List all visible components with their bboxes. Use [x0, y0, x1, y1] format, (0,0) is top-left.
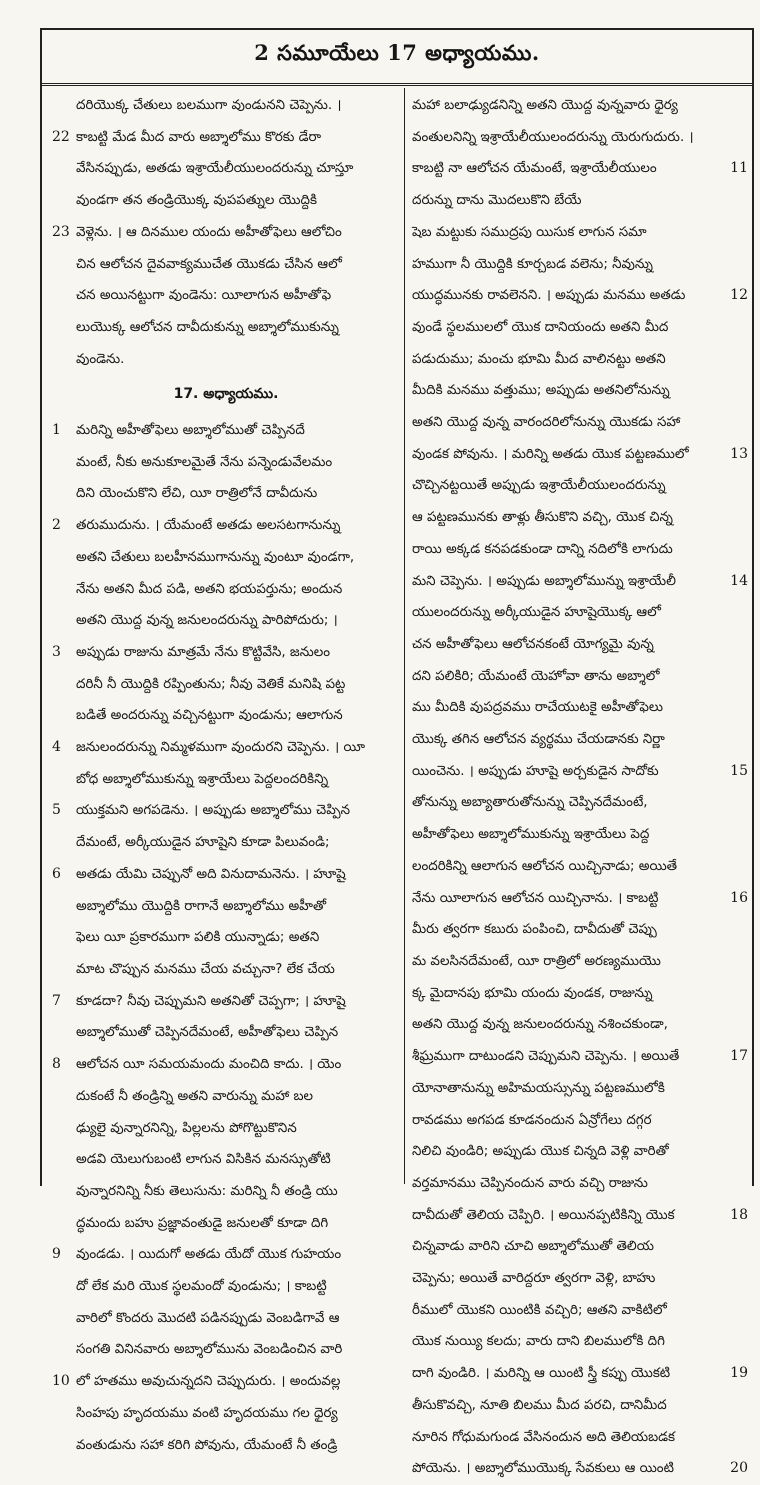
text-line — [52, 1113, 400, 1145]
text-line — [412, 1231, 748, 1263]
line-text: యులందరున్ను అర్కీయుడైన హూషైయొక్క ఆలో — [412, 605, 661, 621]
text-line — [412, 756, 748, 788]
text-line — [52, 637, 400, 669]
text-line — [412, 946, 748, 978]
line-text: ము మీదికి వుపద్రవము రాచేయుటకై అహీతోఫెలు — [412, 700, 664, 716]
text-line — [52, 922, 400, 954]
line-text: కాబట్టి నా ఆలోచన యేమంటే, ఇశ్రాయేలీయులం — [412, 161, 657, 177]
text-line — [52, 478, 400, 510]
text-line — [52, 542, 400, 574]
line-text: వుండడు. । యిదుగో అతడు యేదో యొక గుహయం — [76, 1247, 342, 1263]
text-line — [412, 1041, 748, 1073]
text-line — [412, 185, 748, 217]
line-text: యొక నుయ్యి కలదు; వారు దాని బిలములోకి దిగి — [412, 1334, 665, 1350]
text-line — [412, 787, 748, 819]
line-text: ఆ పట్టణమునకు తాళ్లు తీసుకొని వచ్చి, యొక చిన్న — [412, 510, 673, 526]
text-line — [412, 375, 748, 407]
line-text: అడవి యెలుగుబంటి లాగున విసికిన మనస్సుతోటి — [76, 1152, 331, 1168]
line-text: నూరిన గోధుమగుండ వేసినందున అది తెలియబడక — [412, 1429, 676, 1445]
line-text: బోధ అబ్శాలోముకున్ను ఇశ్రాయేలు పెద్దలందరికిన్ని — [76, 771, 329, 787]
text-line — [52, 344, 400, 376]
verse-number: 18 — [726, 1200, 748, 1232]
text-line — [412, 1200, 748, 1232]
text-line — [52, 954, 400, 986]
line-text: మ వలసినదేమంటే, యీ రాత్రిలో అరణ్యముయొ — [412, 953, 661, 969]
page-title: 2 సమూయేలు 17 అధ్యాయము. — [254, 40, 540, 65]
page-header — [40, 28, 754, 86]
text-line — [52, 795, 400, 827]
line-text: దావీదుతో తెలియ చెప్పిరి. । అయినప్పటికిన్ని యొక — [412, 1207, 675, 1223]
line-text: కాబట్టి మేడ మీద వారు అబ్శాలోము కొరకు డేరా — [76, 129, 322, 145]
line-text: చిన్నవాడు వారిని చూచి అబ్శాలోముతో తెలియ — [412, 1239, 654, 1255]
line-text: దరున్ను దాను మొదలుకొని బేయే — [412, 193, 582, 209]
text-line — [412, 692, 748, 724]
line-text: షెబ మట్టుకు సముద్రపు యిసుక లాగున సమా — [412, 224, 647, 240]
line-text: దరినీ నీ యొద్దికి రప్పింతును; నీవు వెతికే మనిషి పట్ట — [76, 676, 346, 692]
line-text: నేను అతని మీద పడి, అతని భయపర్తును; అందున — [76, 581, 343, 597]
text-line — [52, 827, 400, 859]
text-line — [52, 1271, 400, 1303]
line-text: దో లేక మరి యొక స్థలమందో వుండును; । కాబట్టి — [76, 1279, 327, 1295]
line-text: అబ్శాలోము యొద్దికి రాగానే అబ్శాలోము అహీతో — [76, 898, 327, 914]
line-text: వేసినప్పుడు, అతడు ఇశ్రాయేలీయులందరున్ను చూస్తూ — [76, 161, 354, 177]
line-text: యుద్ధమునకు రావలెనని. । అప్పుడు మనము అతడు — [412, 288, 686, 304]
line-text: దరియొక్క చేతులు బలముగా వుండునని చెప్పెను. । — [76, 98, 342, 113]
line-text: తోనున్ను అబ్యాతారుతోనున్ను చెప్పినదేమంటే, — [412, 795, 648, 811]
text-line — [412, 1009, 748, 1041]
line-text: పడుదుము; మంచు భూమి మీద వాలినట్టు అతని — [412, 351, 666, 367]
text-line — [52, 669, 400, 701]
text-line — [52, 1334, 400, 1366]
verse-number: 17 — [726, 1041, 748, 1073]
line-text: వుండే స్థలములలో యొక దానియందు అతని మీద — [412, 319, 669, 335]
line-text: అతని యొద్ద వున్న జనులందరున్ను నశించకుండా, — [412, 1017, 668, 1033]
text-line — [412, 819, 748, 851]
line-text: బడితే అందరున్ను వచ్చినట్టుగా వుండును; ఆలాగున — [76, 708, 343, 724]
text-line — [52, 280, 400, 312]
line-text: వున్నారనిన్ని నీకు తెలుసును: మరిన్ని నీ తండ్రి యు — [76, 1183, 338, 1199]
text-line — [52, 1239, 400, 1271]
verse-number: 7 — [52, 992, 61, 1009]
verse-number: 6 — [52, 865, 61, 882]
text-line — [52, 447, 400, 479]
text-line — [412, 1358, 748, 1390]
line-text: అబ్శాలోముతో చెప్పినదేమంటే, అహీతోఫెలు చెప్పిన — [76, 1025, 339, 1041]
left-column — [52, 90, 400, 1453]
line-text: మాట చొప్పున మనము చేయ వచ్చునా? లేక చేయ — [76, 961, 335, 977]
verse-number: 5 — [52, 802, 61, 819]
line-text: దేమంటే, అర్కీయుడైన హూషైని కూడా పిలువండి; — [76, 835, 330, 851]
line-text: ఆలోచన యీ సమయమందు మంచిది కాదు. । యెం — [76, 1057, 342, 1073]
line-text: వుండక పోవును. । మరిన్ని అతడు యొక పట్టణములో — [412, 446, 689, 462]
text-line — [52, 1303, 400, 1335]
text-line — [52, 574, 400, 606]
line-text: జనులందరున్ను నిమ్మళముగా వుందురని చెప్పెను. । యీ — [76, 740, 365, 756]
verse-number: 4 — [52, 739, 61, 756]
line-text: వెళ్లెను. । ఆ దినముల యందు అహీతోఫెలు ఆలోచిం — [76, 224, 342, 240]
line-text: మని చెప్పెను. । అప్పుడు అబ్శాలోమున్ను ఇశ్రాయేలీ — [412, 573, 676, 589]
line-text: వుండగా తన తండ్రియొక్క వుపపత్నుల యొద్దికి — [76, 193, 317, 209]
text-line — [412, 883, 748, 915]
text-line — [412, 1390, 748, 1422]
text-line — [412, 407, 748, 439]
line-text: ఢ్యులై వున్నారనిన్ని, పిల్లలను పోగొట్టుకొనిన — [76, 1120, 297, 1136]
text-line — [52, 1208, 400, 1240]
text-line — [412, 217, 748, 249]
text-line — [412, 249, 748, 281]
verse-number: 13 — [726, 439, 748, 471]
line-text: ఫెలు యీ ప్రకారముగా పలికి యున్నాడు; అతని — [76, 930, 320, 946]
text-line — [52, 986, 400, 1018]
line-text: ద్ధమందు బహు ప్రజ్ఞావంతుడై జనులతో కూడా దిగి — [76, 1215, 329, 1231]
text-line — [52, 764, 400, 796]
line-text: వర్తమానము చెప్పినందున వారు వచ్చి రాజును — [412, 1175, 648, 1191]
line-text: అతని యొద్ద వున్న జనులందరున్ను పారిపోదురు; । — [76, 613, 338, 629]
column-divider — [404, 88, 405, 1184]
verse-number: 16 — [726, 883, 748, 915]
verse-number: 1 — [52, 422, 61, 439]
line-text: యుక్తమని అగపడెను. । అప్పుడు అబ్శాలోము చెప్పిన — [76, 803, 350, 819]
verse-number: 3 — [52, 643, 61, 660]
right-column — [412, 90, 748, 1477]
text-line — [52, 605, 400, 637]
text-line — [52, 700, 400, 732]
line-text: యించెను. । అప్పుడు హూషై అర్చకుడైన సాదోకు — [412, 763, 659, 779]
line-text: యొక్క తగిన ఆలోచన వ్యర్థము చేయడానకు నిర్ణా — [412, 732, 665, 748]
text-line — [52, 1017, 400, 1049]
chapter-heading: 17. అధ్యాయము. — [173, 386, 279, 403]
line-text: చిన ఆలోచన దైవవాక్యముచేత యొకడు చేసిన ఆలో — [76, 256, 342, 272]
line-text: చెప్పెను; అయితే వారిద్దరూ త్వరగా వెళ్లి, బాహు — [412, 1271, 656, 1287]
line-text: తీసుకొవచ్చి, నూతి బిలము మీద పరచి, దానిమీద — [412, 1397, 667, 1413]
line-text: రాయి అక్కడ కనపడకుండా దాన్ని నదిలోకి లాగుదు — [412, 541, 673, 557]
text-line — [412, 1422, 748, 1454]
text-line — [52, 1366, 400, 1398]
text-line — [52, 510, 400, 542]
line-text: చన అయినట్టుగా వుండెను: యీలాగున అహీతోఫె — [76, 288, 332, 304]
verse-number: 23 — [52, 223, 70, 240]
text-line — [412, 724, 748, 756]
text-line — [412, 1326, 748, 1358]
text-line — [52, 185, 400, 217]
verse-number: 2 — [52, 517, 61, 534]
text-line — [52, 90, 400, 122]
line-text: దుకంటే నీ తండ్రిన్ని అతని వారున్ను మహా బల — [76, 1088, 313, 1104]
line-text: అతని చేతులు బలహీనముగానున్ను వుంటూ వుండగా, — [76, 549, 355, 565]
line-text: మంటే, నీకు అనుకూలమైతే నేను పన్నెండువేలమం — [76, 454, 333, 470]
line-text: పోయెను. । అబ్శాలోముయొక్క సేవకులు ఆ యింటి — [412, 1461, 674, 1477]
text-line — [412, 280, 748, 312]
text-line — [52, 312, 400, 344]
verse-number: 9 — [52, 1246, 61, 1263]
verse-number: 22 — [52, 128, 70, 145]
text-line — [412, 502, 748, 534]
line-text: వంతుడును సహా కరిగి పోవును, యేమంటే నీ తండ్రి — [76, 1437, 338, 1453]
line-text: సింహపు హృదయము వంటి హృదయము గల ధైర్య — [76, 1405, 338, 1421]
line-text: అతడు యేమి చెప్పునో అది వినుదామనెను. । హూషై — [76, 866, 346, 882]
line-text: అప్పుడు రాజును మాత్రమే నేను కొట్టివేసి, జనులం — [76, 644, 331, 660]
text-line — [52, 122, 400, 154]
text-line — [412, 978, 748, 1010]
text-line — [412, 914, 748, 946]
text-line — [412, 439, 748, 471]
verse-number: 20 — [726, 1453, 748, 1485]
line-text: రీములో యొకని యింటికి వచ్చిరి; ఆతని వాకిటిలో — [412, 1302, 667, 1318]
text-line — [412, 1295, 748, 1327]
text-line — [52, 153, 400, 185]
text-line — [412, 534, 748, 566]
text-line — [52, 732, 400, 764]
right-column-lines — [412, 90, 748, 1485]
line-text: మీదికి మనము వత్తుము; అప్పుడు అతనిలోనున్ను — [412, 383, 670, 399]
text-line — [52, 249, 400, 281]
line-text: యోనాతానున్ను అహిమయస్సున్ను పట్టణములోకి — [412, 1080, 665, 1096]
text-line — [52, 1398, 400, 1430]
line-text: లో హతము అవుచున్నదని చెప్పుదురు. । అందువల్ల — [76, 1374, 341, 1390]
line-text: అహీతోఫెలు అబ్శాలోముకున్ను ఇశ్రాయేలు పెద్ద — [412, 827, 650, 843]
line-text: లుయొక్క ఆలోచన దావీదుకున్ను అబ్శాలోముకున్ను — [76, 319, 339, 335]
text-line — [412, 153, 748, 185]
line-text: మరిన్ని అహీతోఫెలు అబ్శాలోముతో చెప్పినదే — [76, 423, 305, 439]
text-line — [412, 122, 748, 154]
line-text: కూడదా? నీవు చెప్పుమని అతనితో చెప్పగా; । హూషై — [76, 993, 346, 1009]
text-line — [412, 1263, 748, 1295]
verse-number: 14 — [726, 566, 748, 598]
text-line — [412, 661, 748, 693]
line-text: అతని యొద్ద వున్న వారందరిలోనున్ను యొకడు సహా — [412, 415, 681, 431]
text-line — [52, 217, 400, 249]
line-text: సంగతి వినినవారు అబ్శాలోమును వెంబడించిన వారి — [76, 1342, 343, 1358]
text-line — [52, 859, 400, 891]
line-text: లందరికిన్ని ఆలాగున ఆలోచన యిచ్చినాడు; అయితే — [412, 858, 678, 874]
line-text: హముగా నీ యొద్దికి కూర్చబడ వలెను; నీవున్ను — [412, 256, 653, 272]
text-line — [412, 1168, 748, 1200]
text-line — [52, 1081, 400, 1113]
line-text: నేను యీలాగున ఆలోచన యిచ్చినాను. । కాబట్టి — [412, 890, 659, 906]
line-text: చొచ్చినట్టయితే అప్పుడు ఇశ్రాయేలీయులందరున్ను — [412, 478, 666, 494]
verse-number: 15 — [726, 756, 748, 788]
left-column-bottom — [52, 415, 400, 1461]
text-line — [412, 470, 748, 502]
text-line — [412, 1453, 748, 1485]
verse-number: 12 — [726, 280, 748, 312]
text-line — [412, 1073, 748, 1105]
line-text: మీరు త్వరగా కబురు పంపించి, దావీదుతో చెప్పు — [412, 922, 657, 938]
line-text: చన అహీతోఫెలు ఆలోచనకంటే యోగ్యమై వున్న — [412, 636, 654, 652]
text-line — [412, 1105, 748, 1137]
text-line — [412, 90, 748, 122]
verse-number: 19 — [726, 1358, 748, 1390]
line-text: వారిలో కొందరు మొదటి పడినప్పుడు వెంబడిగావే ఆ — [76, 1310, 340, 1326]
line-text: రావడము అగపడ కూడనందున ఏన్రోగేలు దగ్గర — [412, 1112, 652, 1128]
line-text: వుండెను. — [76, 351, 125, 367]
verse-number: 10 — [52, 1373, 70, 1390]
text-line — [412, 312, 748, 344]
verse-number: 11 — [726, 153, 748, 185]
verse-number: 8 — [52, 1056, 61, 1073]
line-text: మహా బలాఢ్యుడనిన్ని అతని యొద్ద వున్నవారు ధైర్య — [412, 98, 678, 113]
line-text: దని పలికిరి; యేమంటే యెహోవా తాను అబ్శాలో — [412, 668, 660, 684]
line-text: వంతులనిన్ని ఇశ్రాయేలీయులందరున్ను యెరుగుదురు. । — [412, 129, 694, 145]
text-line — [52, 891, 400, 923]
text-line — [412, 851, 748, 883]
line-text: నిలిచి వుండిరి; అప్పుడు యొక చిన్నది వెళ్లి వారితో — [412, 1144, 669, 1160]
text-line — [52, 1176, 400, 1208]
text-line — [52, 1430, 400, 1462]
line-text: తరుముదును. । యేమంటే అతడు అలసటగానున్ను — [76, 518, 341, 534]
line-text: దిని యెంచుకొని లేచి, యీ రాత్రిలోనే దావీదును — [76, 486, 318, 502]
text-line — [52, 1049, 400, 1081]
left-column-top — [52, 90, 400, 375]
text-line — [412, 597, 748, 629]
line-text: క్క మైదానపు భూమి యందు వుండక, రాజున్ను — [412, 985, 653, 1001]
text-line — [52, 1144, 400, 1176]
text-line — [412, 344, 748, 376]
line-text: దాగి వుండిరి. । మరిన్ని ఆ యింటి స్త్రీ కప్పు యొకటి — [412, 1366, 671, 1382]
text-line — [52, 415, 400, 447]
text-line — [412, 1136, 748, 1168]
text-line — [412, 566, 748, 598]
line-text: శీఘ్రముగా దాటుండని చెప్పుమని చెప్పెను. । అయితే — [412, 1049, 680, 1065]
text-line — [412, 629, 748, 661]
